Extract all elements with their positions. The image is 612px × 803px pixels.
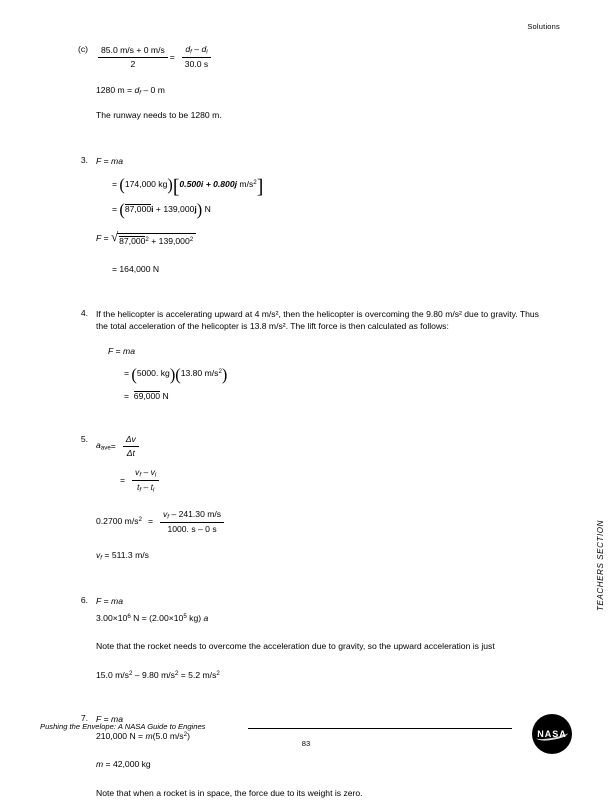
equation-f-ma: F = ma [96, 596, 123, 607]
runway-statement: The runway needs to be 1280 m. [96, 109, 222, 120]
solution-item-4 [66, 308, 540, 402]
item-number: 4. [80, 307, 88, 318]
equation-rocket: $3.00\times 10^6$ $N = (2.00\times 10^5$ kg) a [96, 612, 209, 623]
fraction-numerator: $d_f - d_i$ [182, 44, 211, 58]
variable-a-ave: $a_{ave}$ [96, 440, 111, 452]
equation-force-mass: 210,000 N = m(5.0 $m/s^2$) [96, 730, 190, 741]
solution-item-3 [66, 155, 540, 276]
fraction-right [182, 44, 211, 70]
footer-divider [248, 728, 512, 729]
item-6-note: Note that the rocket needs to overcome the acceleration due to gravity, so the upward acceleration is just [96, 641, 495, 652]
square-root: √ $87,000^2 + 139,000^2$ [111, 231, 196, 247]
item-7-note: Note that when a rocket is in space, the force due to its weight is zero. [96, 787, 363, 798]
item-number: 7. [80, 713, 88, 724]
fraction-denominator: 2 [130, 58, 136, 69]
page-number: 83 [301, 739, 311, 748]
page-header-label: Solutions [527, 22, 560, 31]
equation-f-ma: F = ma [108, 345, 135, 356]
section-side-label: TEACHERS SECTION [596, 520, 605, 611]
equation-a-ave: $a_{ave}$ = $\frac{\Delta v}{\Delta t}$ [96, 434, 540, 458]
nasa-logo-text: NASA [537, 729, 567, 739]
equation-net-acceleration: 15.0 $m/s^2 - 9.80$ $m/s^2 = 5.2$ $m/s^2$ [96, 669, 220, 680]
equation-mass-result: m = 42,000 kg [96, 759, 151, 770]
equation-row [96, 44, 540, 70]
nasa-logo [532, 714, 572, 754]
fraction-numeric: $\frac{v_f - 241.30 m/s}{1000. s - 0 s}$ [160, 509, 224, 535]
equation-step-1: = (174,000 kg)[0.500i + 0.800j $m/s^2$] [112, 175, 264, 198]
fraction-denominator: 30.0 s [184, 59, 209, 70]
fraction-delta-v-delta-t: $\frac{\Delta v}{\Delta t}$ [123, 434, 139, 458]
item-number: 5. [80, 434, 88, 445]
equation-step-2: = (87,000i + 139,000j) N [112, 200, 211, 220]
item-4-paragraph: If the helicopter is accelerating upward at 4 m/s², then the helicopter is overcoming the 9.80 m/s² due to gravity. Thus the total acceleration of the helicopter is 13.8 m/s². The lift force is then calculated as follows: [96, 308, 539, 332]
solution-item-6 [66, 595, 540, 681]
equation-result: = 164,000 N [112, 264, 160, 275]
equation-numeric: 0.2700 $m/s^2$ = $\frac{v_f - 241.30 m/s}{1000. s - 0 s}$ [96, 509, 540, 535]
footer-title: Pushing the Envelope: A NASA Guide to Engines [40, 722, 206, 731]
fraction-numerator: 85.0 m/s + 0 m/s [98, 45, 168, 58]
document-content [66, 44, 540, 803]
item-number: 3. [80, 155, 88, 166]
fraction-vf-vi: $\frac{v_f - v_i}{t_f - t_i}$ [132, 467, 159, 495]
equation-result: = 69,000 N [124, 390, 169, 401]
solution-item-5 [66, 434, 540, 563]
equation-step-1: = (5000. kg)(13.80 $m/s^2$) [124, 364, 228, 384]
solution-item-c [66, 44, 540, 121]
equation-v-t: = $\frac{v_f - v_i}{t_f - t_i}$ [120, 467, 540, 495]
equation-magnitude: F = √ $87,000^2 + 139,000^2$ [96, 231, 540, 247]
item-number: 6. [80, 595, 88, 606]
equation-line-1280: 1280 $m = d_f - 0$ m [96, 85, 165, 97]
equation-f-ma: F = ma [96, 714, 123, 725]
equation-vf-result: $v_f = 511.3$ m/s [96, 549, 149, 562]
page-footer [40, 722, 572, 762]
item-number: (c) [77, 44, 88, 54]
fraction-left [98, 45, 168, 69]
equals-sign: = [169, 51, 175, 62]
equation-f-ma: F = ma [96, 156, 123, 167]
